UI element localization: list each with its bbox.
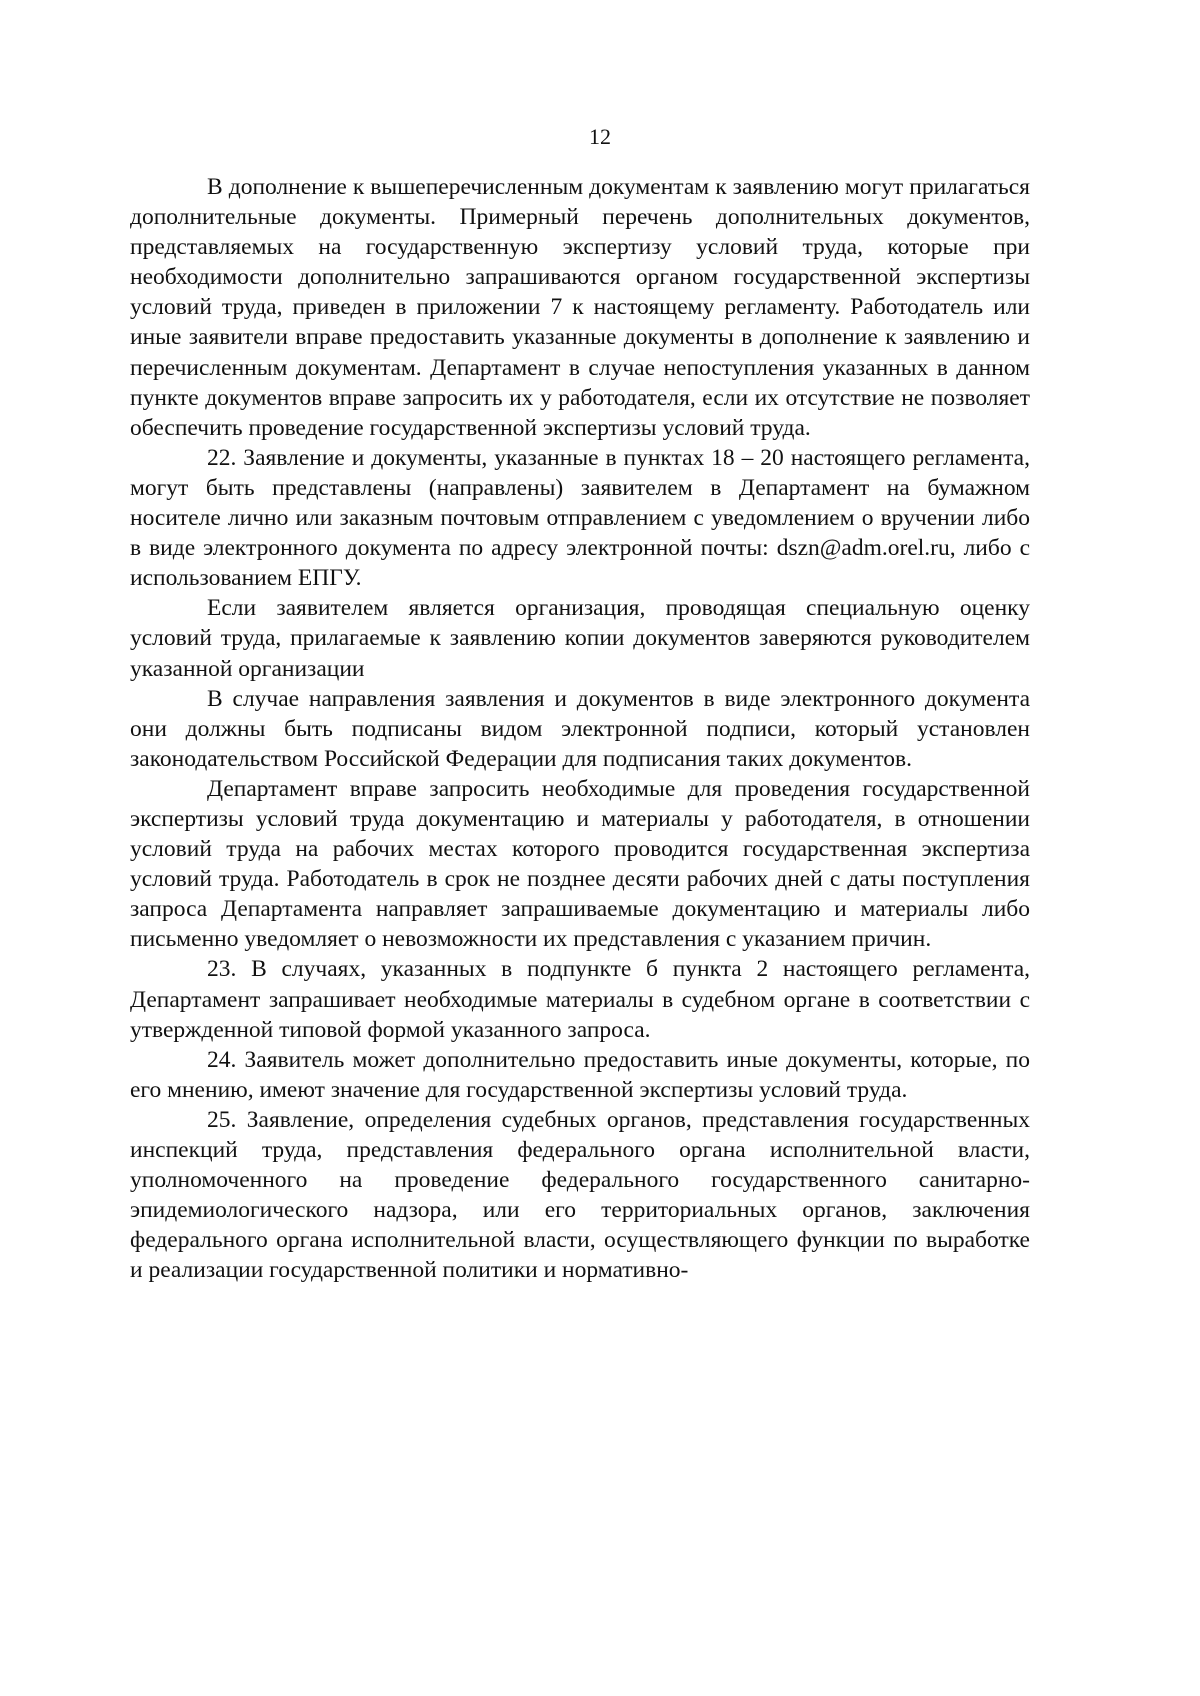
- document-body: [130, 172, 1030, 1285]
- paragraph-23: 23. В случаях, указанных в подпункте б пункта 2 настоящего регламента, Департамент запрашивает необходимые материалы в судебном органе в соответствии с утвержденной типовой формой указанного запроса.: [130, 956, 1030, 1043]
- paragraph-additional-documents: В дополнение к вышеперечисленным документам к заявлению могут прилагаться дополнительные документы. Примерный перечень дополнительных документов, представляемых на государственную экспертизу условий труда, которые при необходимости дополнительно запрашиваются органом государственной экспертизы условий труда, приведен в приложении 7 к настоящему регламенту. Работодатель или иные заявители вправе предоставить указанные документы в дополнение к заявлению и перечисленным документам. Департамент в случае непоступления указанных в данном пункте документов вправе запросить их у работодателя, если их отсутствие не позволяет обеспечить проведение государственной экспертизы условий труда.: [130, 174, 1030, 441]
- paragraph-electronic-signature: В случае направления заявления и документов в виде электронного документа они должны быть подписаны видом электронной подписи, который установлен законодательством Российской Федерации для подписания таких документов.: [130, 685, 1030, 772]
- page-number: 12: [589, 124, 611, 149]
- paragraph-22: 22. Заявление и документы, указанные в пунктах 18 – 20 настоящего регламента, могут быть представлены (направлены) заявителем в Департамент на бумажном носителе лично или заказным почтовым отправлением с уведомлением о вручении либо в виде электронного документа по адресу электронной почты: dszn@adm.orel.ru, либо с использованием ЕПГУ.: [130, 444, 1030, 592]
- paragraph-organization-certification: Если заявителем является организация, проводящая специальную оценку условий труда, прилагаемые к заявлению копии документов заверяются руководителем указанной организации: [130, 595, 1030, 682]
- paragraph-24: 24. Заявитель может дополнительно предоставить иные документы, которые, по его мнению, имеют значение для государственной экспертизы условий труда.: [130, 1046, 1030, 1103]
- paragraph-25: 25. Заявление, определения судебных органов, представления государственных инспекций труда, представления федерального органа исполнительной власти, уполномоченного на проведение федерального государственного санитарно-эпидемиологического надзора, или его территориальных органов, заключения федерального органа исполнительной власти, осуществляющего функции по выработке и реализации государственной политики и нормативно-: [130, 1106, 1030, 1284]
- paragraph-department-request: Департамент вправе запросить необходимые для проведения государственной экспертизы условий труда документацию и материалы у работодателя, в отношении условий труда на рабочих местах которого проводится государственная экспертиза условий труда. Работодатель в срок не позднее десяти рабочих дней с даты поступления запроса Департамента направляет запрашиваемые документацию и материалы либо письменно уведомляет о невозможности их представления с указанием причин.: [130, 775, 1030, 953]
